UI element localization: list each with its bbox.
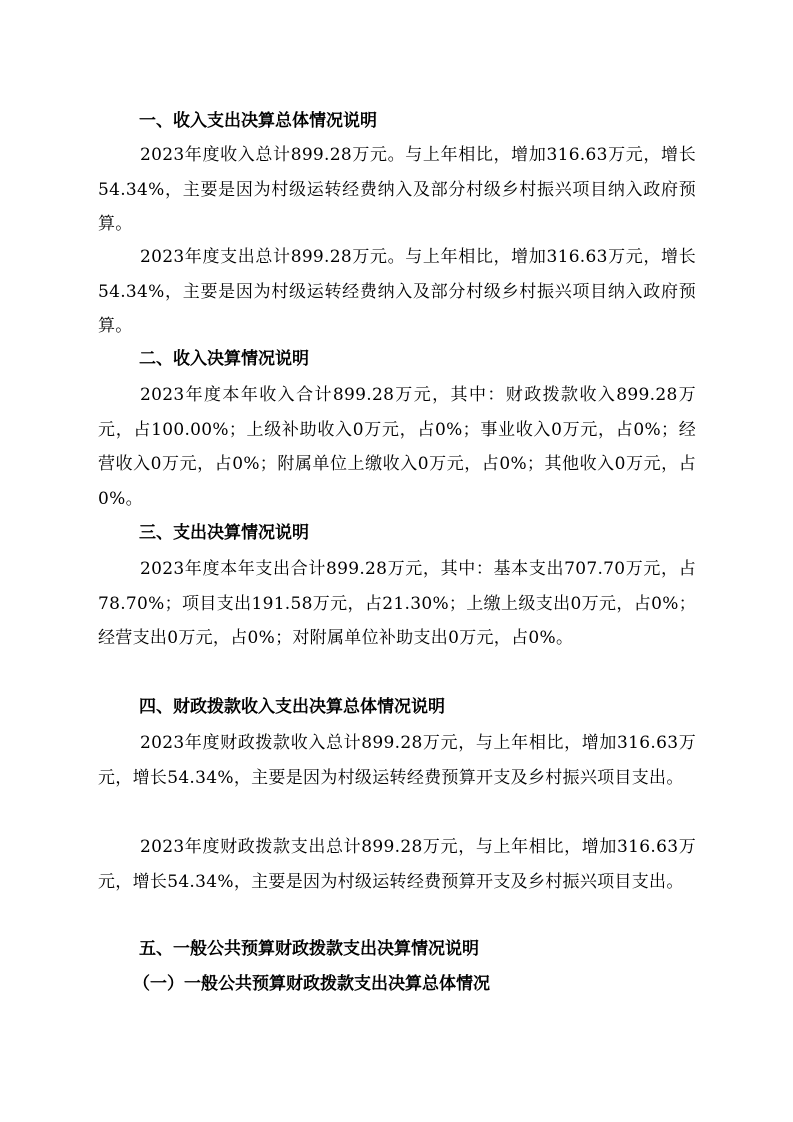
section-heading-3: 三、支出决算情况说明: [139, 523, 309, 543]
section-heading-2: 二、收入决算情况说明: [139, 349, 309, 369]
paragraph-expenditure-detail: 2023年度本年支出合计899.28万元，其中：基本支出707.70万元，占78.70%；项目支出191.58万元，占21.30%；上缴上级支出0万元，占0%；经营支出0万元，占0%；对附属单位补助支出0万元，占0%。: [98, 559, 696, 648]
section-heading-5: 五、一般公共预算财政拨款支出决算情况说明: [139, 939, 479, 959]
paragraph-fiscal-expenditure: 2023年度财政拨款支出总计899.28万元，与上年相比，增加316.63万元，增长54.34%，主要是因为村级运转经费预算开支及乡村振兴项目支出。: [98, 837, 696, 892]
paragraph-fiscal-income: 2023年度财政拨款收入总计899.28万元，与上年相比，增加316.63万元，增长54.34%，主要是因为村级运转经费预算开支及乡村振兴项目支出。: [98, 733, 696, 788]
paragraph-income-detail: 2023年度本年收入合计899.28万元，其中：财政拨款收入899.28万元，占100.00%；上级补助收入0万元，占0%；事业收入0万元，占0%；经营收入0万元，占0%；附属单位上缴收入0万元，占0%；其他收入0万元，占0%。: [98, 385, 696, 509]
section-heading-4: 四、财政拨款收入支出决算总体情况说明: [139, 697, 445, 717]
paragraph-income-total: 2023年度收入总计899.28万元。与上年相比，增加316.63万元，增长54.34%，主要是因为村级运转经费纳入及部分村级乡村振兴项目纳入政府预算。: [98, 145, 696, 234]
section-heading-1: 一、收入支出决算总体情况说明: [139, 111, 377, 131]
paragraph-expenditure-total: 2023年度支出总计899.28万元。与上年相比，增加316.63万元，增长54.34%，主要是因为村级运转经费纳入及部分村级乡村振兴项目纳入政府预算。: [98, 247, 696, 336]
sub-heading-5-1: （一）一般公共预算财政拨款支出决算总体情况: [133, 974, 490, 994]
